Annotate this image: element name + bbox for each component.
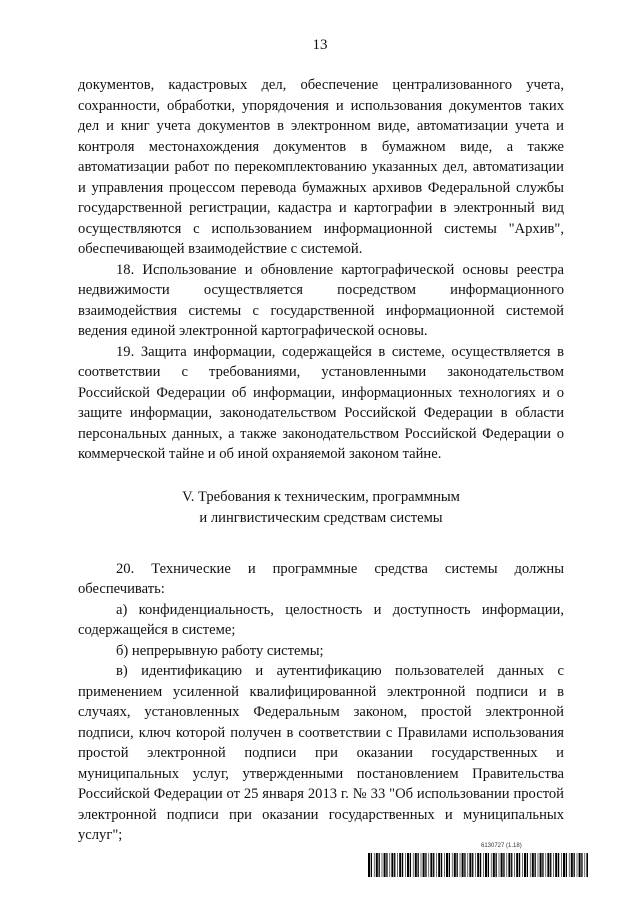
barcode-bar [579, 853, 581, 877]
barcode-bar [522, 853, 523, 877]
barcode-bar [384, 853, 386, 877]
barcode-bar [511, 853, 512, 877]
barcode-bar [542, 853, 543, 877]
barcode-bar [496, 853, 497, 877]
barcode-bar [581, 853, 582, 877]
paragraph-20-a: а) конфиденциальность, целостность и доступность информации, содержащейся в системе; [78, 601, 564, 638]
barcode-bar [441, 853, 442, 877]
barcode-bar [407, 853, 409, 877]
paragraph-18: 18. Использование и обновление картографической основы реестра недвижимости осуществляется посредством информационного взаимодействия системы с государственной информационной системой ведения единой электронной картографической основы. [78, 261, 564, 339]
barcode-bar [532, 853, 534, 877]
section-heading-line-2: и лингвистическим средствам системы [199, 509, 443, 526]
barcode-bar [429, 853, 430, 877]
barcode-bar [527, 853, 528, 877]
barcode-bar [574, 853, 575, 877]
barcode-bar [561, 853, 562, 877]
barcode-bar [452, 853, 453, 877]
document-stamp-code: 6130727 (1.18) [481, 843, 522, 849]
barcode-bar [391, 853, 393, 877]
barcode-bar [519, 853, 520, 877]
barcode-bar [577, 853, 578, 877]
barcode-bar [454, 853, 456, 877]
barcode-bar [493, 853, 495, 877]
barcode-bar [571, 853, 573, 877]
barcode-bar [475, 853, 476, 877]
barcode-bar [402, 853, 403, 877]
barcode-bar [425, 853, 426, 877]
barcode-bar [550, 853, 551, 877]
barcode-bar [538, 853, 539, 877]
page-number: 13 [312, 37, 328, 53]
barcode-bar [480, 853, 481, 877]
barcode-bar [462, 853, 464, 877]
barcode-bar [469, 853, 471, 877]
section-heading-line-1: V. Требования к техническим, программным [182, 488, 460, 505]
barcode-bar [423, 853, 425, 877]
barcode-bar [585, 853, 586, 877]
section-heading [78, 487, 564, 529]
barcode-bar [449, 853, 450, 877]
barcode-bar [558, 853, 559, 877]
barcode-bar [430, 853, 432, 877]
paragraph-19: 19. Защита информации, содержащейся в системе, осуществляется в соответствии с требованиями, установленными законодательством Российской Федерации об информации, информационных технологиях и о защите информации, законодательством Российской Федерации в области персональных данных, а также законодательством Российской Федерации о коммерческой тайне и об иной охраняемой законом тайне. [78, 343, 564, 462]
barcode-bar [546, 853, 547, 877]
paragraph-continuation: документов, кадастровых дел, обеспечение централизованного учета, сохранности, обработки, упорядочения и использования документов таких дел и книг учета документов в электронном виде, автоматизации учета и контроля местонахождения документов в бумажном виде, а также автоматизации работ по перекомплектованию указанных дел, автоматизации и управления процессом перевода бумажных архивов Федеральной службы государственной регистрации, кадастра и картографии в электронный вид осуществляются с использованием информационной системы "Архив", обеспечивающей взаимодействие с системой. [78, 77, 564, 257]
barcode-bar [472, 853, 473, 877]
barcode-bar [501, 853, 503, 877]
barcode-bar [555, 853, 557, 877]
barcode-bar [503, 853, 504, 877]
barcode-bar [468, 853, 469, 877]
document-body [78, 75, 564, 846]
barcode-bar [390, 853, 391, 877]
barcode-bar [405, 853, 406, 877]
barcode-bar [540, 853, 542, 877]
barcode-bar [438, 853, 440, 877]
barcode-bar [516, 853, 518, 877]
barcode-bar [553, 853, 554, 877]
barcode [368, 853, 588, 877]
barcode-bar [444, 853, 445, 877]
barcode-bar [535, 853, 536, 877]
barcode-bar [436, 853, 437, 877]
barcode-bar [415, 853, 417, 877]
barcode-bar [485, 853, 487, 877]
barcode-bar [382, 853, 383, 877]
barcode-bar [374, 853, 375, 877]
barcode-bar [491, 853, 492, 877]
paragraph-20-v: в) идентификацию и аутентификацию пользователей данных с применением усиленной квалифицированной электронной подписи и в случаях, установленных Федеральным законом, простой электронной подписи, ключ которой получен в соответствии с Правилами использования простой электронной подписи при оказании государственных и муниципальных услуг, утвержденными постановлением Правительства Российской Федерации от 25 января 2013 г. № 33 "Об использовании простой электронной подписи при оказании государственных и муниципальных услуг"; [78, 663, 564, 843]
barcode-bar [464, 853, 465, 877]
barcode-bar [457, 853, 458, 877]
barcode-bar [508, 853, 510, 877]
barcode-bar [514, 853, 515, 877]
barcode-bar [586, 853, 588, 877]
barcode-bar [569, 853, 570, 877]
barcode-bar [371, 853, 372, 877]
barcode-bar [524, 853, 526, 877]
barcode-bar [413, 853, 414, 877]
barcode-bar [563, 853, 565, 877]
barcode-bar [394, 853, 395, 877]
paragraph-20-b: б) непрерывную работу системы; [116, 642, 324, 659]
barcode-bar [379, 853, 380, 877]
barcode-bar [376, 853, 378, 877]
barcode-bar [418, 853, 419, 877]
barcode-bar [507, 853, 508, 877]
paragraph-20: 20. Технические и программные средства системы должны обеспечивать: [78, 560, 564, 597]
barcode-bar [483, 853, 484, 877]
barcode-bar [397, 853, 398, 877]
barcode-bar [421, 853, 422, 877]
barcode-bar [460, 853, 461, 877]
barcode-bar [488, 853, 489, 877]
barcode-bar [368, 853, 370, 877]
barcode-bar [477, 853, 479, 877]
barcode-bar [547, 853, 549, 877]
barcode-bar [446, 853, 448, 877]
barcode-bar [566, 853, 567, 877]
barcode-bar [530, 853, 531, 877]
barcode-bar [433, 853, 434, 877]
barcode-bar [499, 853, 500, 877]
barcode-bar [410, 853, 411, 877]
barcode-bar [386, 853, 387, 877]
barcode-bar [399, 853, 401, 877]
